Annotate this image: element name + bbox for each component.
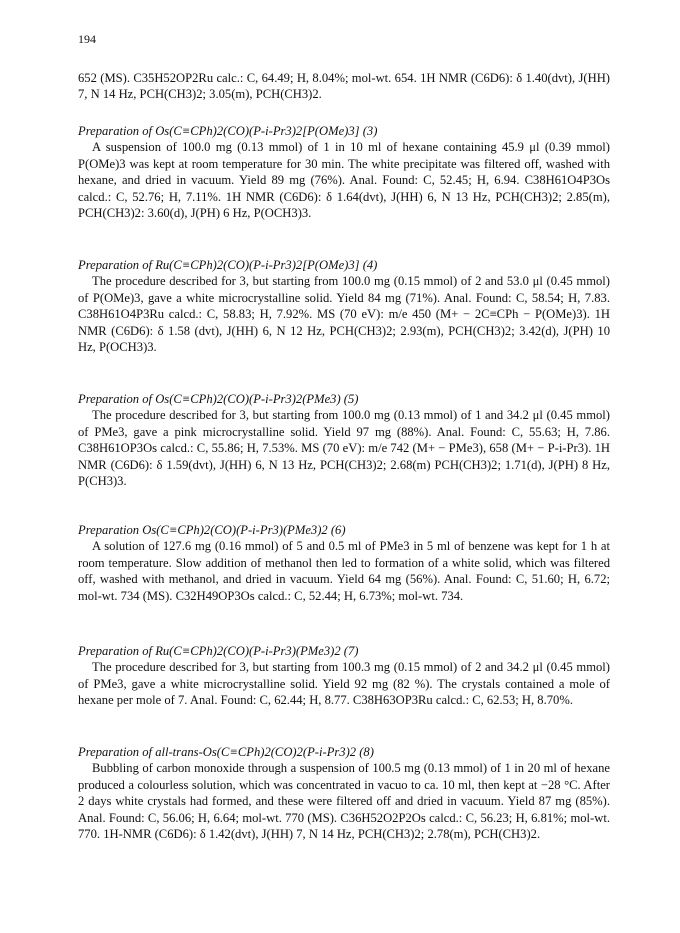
paragraph-text: The procedure described for 3, but starting from 100.3 mg (0.15 mmol) of 2 and 34.2 μl (0.45 mmol) of PMe3, gave a white microcrystalline solid. Yield 92 mg (82 %). The crystals contained a mole of hexane per mole of 7. Anal. Found: C, 62.44; H, 8.77. C38H63OP3Ru calcd.: C, 62.53; H, 8.70%. [78,660,610,708]
paragraph-text: 652 (MS). C35H52OP2Ru calc.: C, 64.49; H, 8.04%; mol-wt. 654. 1H NMR (C6D6): δ 1.40(dvt), J(HH) 7, N 14 Hz, PCH(CH3)2; 3.05(m), PCH(CH3)2. [78,71,610,102]
paragraph-text: A suspension of 100.0 mg (0.13 mmol) of 1 in 10 ml of hexane containing 45.9 μl (0.39 mmol) P(OMe)3 was kept at room temperature for 30 min. The white precipitate was filtered off, washed with hexane, and dried in vacuum. Yield 89 mg (76%). Anal. Found: C, 52.45; H, 6.94. C38H61O4P3Os calcd.: C, 52.76; H, 7.11%. 1H NMR (C6D6): δ 1.64(dvt), J(HH) 6, N 13 Hz, PCH(CH3)2; 2.85(m), PCH(CH3)2: 3.60(d), J(PH) 6 Hz, P(OCH3)3. [78,140,610,221]
section-compound-7 [78,643,610,709]
section-heading: Preparation Os(C≡CPh)2(CO)(P-i-Pr3)(PMe3)2 (6) [78,523,346,537]
paragraph-text: A solution of 127.6 mg (0.16 mmol) of 5 and 0.5 ml of PMe3 in 5 ml of benzene was kept for 1 h at room temperature. Slow addition of methanol then led to formation of a white solid, which was filtered off, washed with methanol, and dried in vacuum. Yield 64 mg (56%). Anal. Found: C, 51.60; H, 6.72; mol-wt. 734 (MS). C32H49OP3Os calcd.: C, 52.44; H, 6.73%; mol-wt. 734. [78,539,610,603]
section-compound-4 [78,257,610,355]
section-compound-3 [78,123,610,221]
paragraph-text: The procedure described for 3, but starting from 100.0 mg (0.15 mmol) of 2 and 53.0 μl (0.45 mmol) of P(OMe)3, gave a white microcrystalline solid. Yield 84 mg (71%). Anal. Found: C, 58.54; H, 7.83. C38H61O4P3Ru calcd.: C, 58.83; H, 7.92%. MS (70 eV): m/e 450 (M+ − 2C≡CPh − P(OMe)3). 1H NMR (C6D6): δ 1.58 (dvt), J(HH) 6, N 12 Hz, PCH(CH3)2; 2.93(m), PCH(CH3)2; 3.42(d), J(PH) 10 Hz, P(OCH3)3. [78,274,610,355]
paragraph-text: Bubbling of carbon monoxide through a suspension of 100.5 mg (0.13 mmol) of 1 in 20 ml of hexane produced a colourless solution, which was concentrated in vacuo to ca. 10 ml, then kept at −28 °C. After 2 days white crystals had formed, and these were filtered off and dried in vacuum. Yield 87 mg (85%). Anal. Found: C, 56.06; H, 6.64; mol-wt. 770 (MS). C36H52O2P2Os calcd.: C, 56.23; H, 6.81%; mol-wt. 770. 1H-NMR (C6D6): δ 1.42(dvt), J(HH) 7, N 14 Hz, PCH(CH3)2; 2.78(m), PCH(CH3)2. [78,761,610,842]
section-heading: Preparation of all-trans-Os(C≡CPh)2(CO)2(P-i-Pr3)2 (8) [78,745,374,759]
section-compound-5 [78,391,610,489]
continuation-paragraph [78,70,610,103]
section-heading: Preparation of Ru(C≡CPh)2(CO)(P-i-Pr3)(PMe3)2 (7) [78,644,359,658]
paragraph-text: The procedure described for 3, but starting from 100.0 mg (0.13 mmol) of 1 and 34.2 μl (0.45 mmol) of PMe3, gave a pink microcrystalline solid. Yield 97 mg (88%). Anal. Found: C, 55.63; H, 7.86. C38H61OP3Os calcd.: C, 55.86; H, 7.53%. MS (70 eV): m/e 742 (M+ − PMe3), 658 (M+ − P-i-Pr3). 1H NMR (C6D6): δ 1.59(dvt), J(HH) 6, N 13 Hz, PCH(CH3)2; 2.68(m) PCH(CH3)2; 1.71(d), J(PH) 8 Hz, P(CH3)3. [78,408,610,489]
section-compound-6 [78,522,610,604]
section-heading: Preparation of Os(C≡CPh)2(CO)(P-i-Pr3)2(PMe3) (5) [78,392,359,406]
section-heading: Preparation of Os(C≡CPh)2(CO)(P-i-Pr3)2[P(OMe)3] (3) [78,124,378,138]
section-heading: Preparation of Ru(C≡CPh)2(CO)(P-i-Pr3)2[P(OMe)3] (4) [78,258,378,272]
section-compound-8 [78,744,610,842]
page-number: 194 [78,32,96,46]
